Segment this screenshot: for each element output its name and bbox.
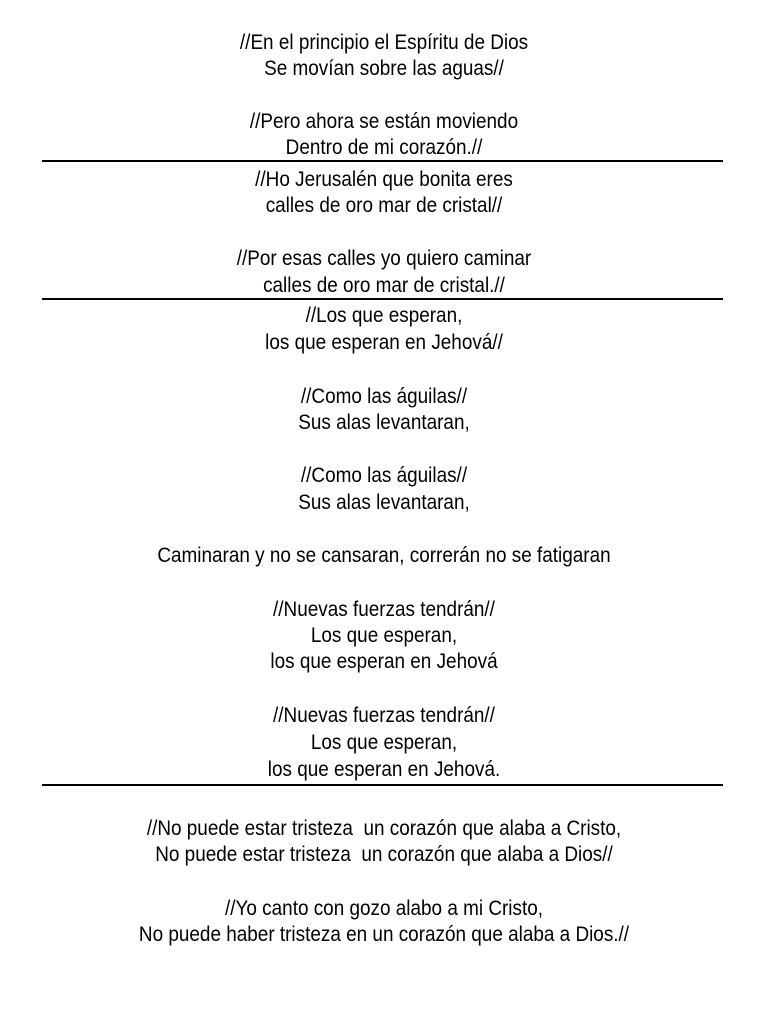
song2-verse2-line1: //Por esas calles yo quiero caminar [236,246,532,270]
song3-verse6-line1: //Nuevas fuerzas tendrán// [273,703,495,727]
song1-verse1-line2: Se movían sobre las aguas// [264,56,504,80]
song3-verse5-line1: //Nuevas fuerzas tendrán// [273,597,495,621]
song3-verse2-line1: //Como las águilas// [300,384,468,408]
song4-verse1-line1: //No puede estar tristeza un corazón que alaba a Cristo, [146,816,622,840]
song-divider-3 [42,784,723,786]
song4-verse2-line2: No puede haber tristeza en un corazón que alaba a Dios.// [138,922,630,946]
song3-verse5-line3: los que esperan en Jehová [270,649,498,673]
song1-verse2-line1: //Pero ahora se están moviendo [249,109,519,133]
song3-verse3-line1: //Como las águilas// [300,463,468,487]
song4-verse2-line1: //Yo canto con gozo alabo a mi Cristo, [225,896,543,920]
song3-verse6-line2: Los que esperan, [310,730,458,754]
song2-verse1-line1: //Ho Jerusalén que bonita eres [255,167,513,191]
song-divider-2 [42,298,723,300]
song3-verse6-line3: los que esperan en Jehová. [267,757,501,781]
song3-verse5-line2: Los que esperan, [310,623,458,647]
song2-verse2-line2: calles de oro mar de cristal.// [263,273,505,297]
song3-verse2-line2: Sus alas levantaran, [298,410,470,434]
song4-verse1-line2: No puede estar tristeza un corazón que alaba a Dios// [155,842,613,866]
song2-verse1-line2: calles de oro mar de cristal// [265,193,503,217]
song3-verse1-line2: los que esperan en Jehová// [265,330,503,354]
song3-verse3-line2: Sus alas levantaran, [298,490,470,514]
song1-verse1-line1: //En el principio el Espíritu de Dios [239,30,529,54]
song3-verse1-line1: //Los que esperan, [305,303,463,327]
song-divider-1 [42,160,723,162]
song3-verse4-line1: Caminaran y no se cansaran, correrán no se fatigaran [157,543,611,567]
song1-verse2-line2: Dentro de mi corazón.// [285,135,483,159]
